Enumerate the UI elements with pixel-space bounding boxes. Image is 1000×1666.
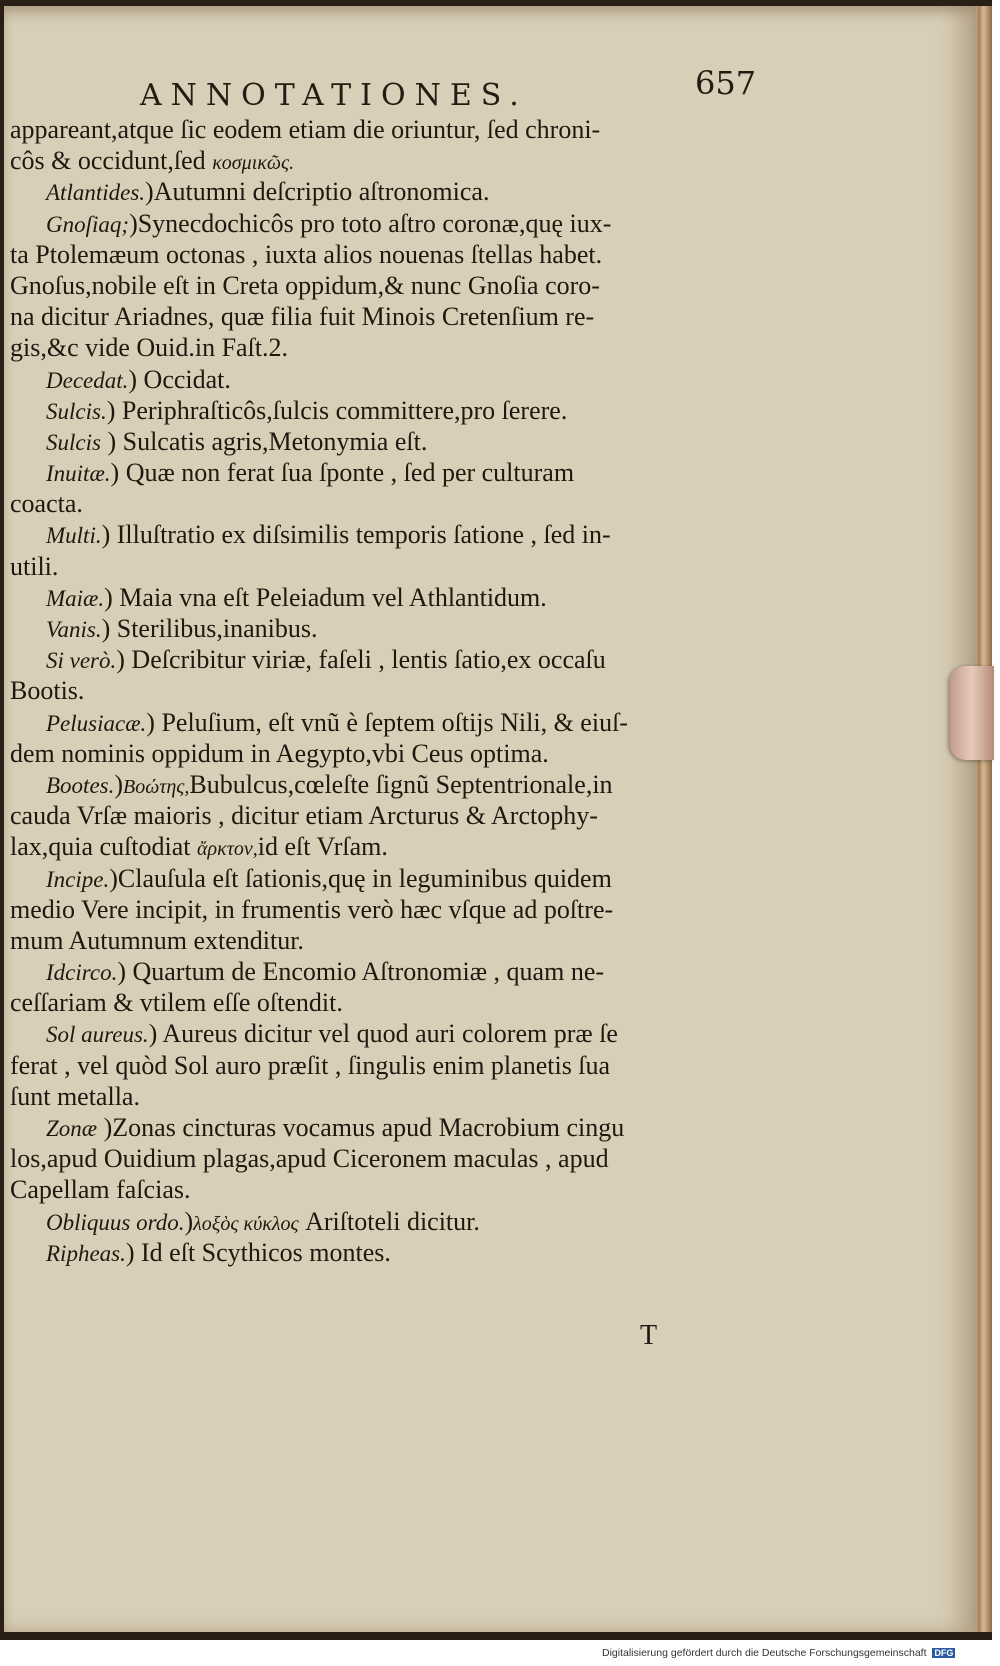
lemma: Gnoſiaq; bbox=[46, 211, 130, 237]
text-line bbox=[10, 114, 770, 145]
annotation-text bbox=[10, 114, 770, 1268]
line-text: ) Sterilibus,inanibus. bbox=[101, 614, 318, 643]
lemma: Vanis. bbox=[46, 617, 102, 642]
lemma: Atlantides. bbox=[46, 180, 146, 206]
lemma: Inuitæ. bbox=[46, 461, 111, 487]
text-line bbox=[10, 956, 770, 987]
line-text: gis,&c vide Ouid.in Faſt.2. bbox=[10, 333, 289, 363]
line-text: ) Periphraſticôs,ſulcis committere,pro ſerere. bbox=[106, 395, 568, 425]
line-text: dem nominis oppidum in Aegypto,vbi Ceus optima. bbox=[10, 738, 549, 768]
greek-text: ἄρκτον, bbox=[197, 838, 258, 861]
lemma: Obliquus ordo. bbox=[46, 1209, 185, 1235]
line-text: ) Deſcribitur viriæ, faſeli , lentis ſatio,ex occaſu bbox=[116, 645, 606, 675]
line-text: ) Illuſtratio ex diſsimilis temporis ſatione , ſed in- bbox=[101, 520, 611, 550]
line-text: Gnoſus,nobile eſt in Creta oppidum,& nunc Gnoſia coro- bbox=[10, 270, 600, 300]
line-text: mum Autumnum extenditur. bbox=[10, 925, 304, 955]
line-text: los,apud Ouidium plagas,apud Ciceronem maculas , apud bbox=[10, 1144, 609, 1174]
text-line bbox=[10, 831, 770, 862]
text-line bbox=[10, 457, 770, 488]
text-line bbox=[10, 208, 770, 239]
line-text: )Zonas cincturas vocamus apud Macrobium cingu bbox=[97, 1113, 625, 1142]
text-line bbox=[10, 426, 770, 457]
text-line bbox=[10, 1112, 770, 1143]
lemma: Sol aureus. bbox=[46, 1022, 149, 1048]
book-clasp bbox=[950, 666, 994, 760]
page-edge bbox=[978, 6, 992, 1632]
greek-text: λοξὸς κύκλος bbox=[193, 1212, 299, 1235]
text-line bbox=[10, 644, 770, 675]
line-text: )Synecdochicôs pro toto aſtro coronæ,quę iux- bbox=[129, 208, 612, 238]
running-head: ANNOTATIONES. bbox=[140, 78, 528, 113]
text-line bbox=[10, 1206, 770, 1237]
lemma: Maiæ. bbox=[46, 585, 105, 611]
line-text: Bubulcus,cœleſte ſignũ Septentrionale,in bbox=[189, 769, 613, 799]
line-text: ) Id eſt Scythicos montes. bbox=[125, 1237, 391, 1267]
line-text: id eſt Vrſam. bbox=[257, 832, 388, 862]
line-text: coacta. bbox=[10, 489, 83, 519]
line-text: ſunt metalla. bbox=[10, 1081, 140, 1111]
greek-text: Βοώτης, bbox=[123, 775, 190, 798]
text-line bbox=[10, 925, 770, 956]
text-line bbox=[10, 1018, 770, 1049]
line-text: )Clauſula eſt ſationis,quę in leguminibus quidem bbox=[109, 863, 612, 893]
line-text: ) Maia vna eſt Peleiadum vel Athlantidum. bbox=[104, 582, 547, 612]
line-text: lax,quia cuſtodiat bbox=[10, 832, 198, 862]
greek-text: κοσμικῶς. bbox=[212, 152, 295, 175]
dfg-logo: DFG bbox=[934, 1648, 954, 1659]
text-line bbox=[10, 894, 770, 925]
lemma: Ripheas. bbox=[46, 1240, 126, 1266]
page-number: 657 bbox=[695, 64, 757, 102]
line-text: ) Quæ non ferat ſua ſponte , ſed per culturam bbox=[110, 458, 575, 488]
text-line bbox=[10, 1050, 770, 1081]
text-line bbox=[10, 395, 770, 426]
text-line bbox=[10, 1237, 770, 1268]
line-text: na dicitur Ariadnes, quæ filia fuit Minois Cretenſium re- bbox=[10, 302, 595, 332]
line-text: medio Vere incipit, in frumentis verò hæc vſque ad poſtre- bbox=[10, 894, 614, 924]
line-text: ceſſariam & vtilem eſſe oſtendit. bbox=[10, 988, 343, 1018]
line-text: côs & occidunt,ſed bbox=[10, 146, 213, 176]
line-text: ) Aureus dicitur vel quod auri colorem præ ſe bbox=[148, 1019, 618, 1049]
text-line bbox=[10, 1081, 770, 1112]
text-line bbox=[10, 613, 770, 644]
line-text: Bootis. bbox=[10, 676, 85, 706]
text-line bbox=[10, 1174, 770, 1205]
lemma: Incipe. bbox=[46, 866, 110, 892]
line-text: Ariſtoteli dicitur. bbox=[298, 1206, 480, 1236]
line-text: )Autumni deſcriptio aſtronomica. bbox=[145, 177, 490, 207]
text-line bbox=[10, 1143, 770, 1174]
text-line bbox=[10, 675, 770, 706]
text-line bbox=[10, 769, 770, 800]
text-line bbox=[10, 488, 770, 519]
text-line bbox=[10, 863, 770, 894]
text-line bbox=[10, 364, 770, 395]
lemma: Multi. bbox=[46, 523, 102, 549]
line-text: ta Ptolemæum octonas , iuxta alios nouenas ſtellas habet. bbox=[10, 239, 603, 269]
line-text: ) bbox=[114, 769, 124, 799]
text-line bbox=[10, 987, 770, 1018]
text-line bbox=[10, 800, 770, 831]
text-line bbox=[10, 239, 770, 270]
line-text: cauda Vrſæ maioris , dicitur etiam Arcturus & Arctophy- bbox=[10, 801, 598, 831]
line-text: Capellam faſcias. bbox=[10, 1175, 191, 1205]
text-line bbox=[10, 707, 770, 738]
text-line bbox=[10, 270, 770, 301]
line-text: appareant,atque ſic eodem etiam die oriuntur, ſed chroni- bbox=[10, 115, 601, 144]
text-line bbox=[10, 551, 770, 582]
text-line bbox=[10, 582, 770, 613]
lemma: Bootes. bbox=[46, 772, 115, 798]
line-text: utili. bbox=[10, 551, 59, 581]
credit-text: Digitalisierung gefördert durch die Deutsche Forschungsgemeinschaft bbox=[602, 1647, 927, 1659]
lemma: Idcirco. bbox=[46, 960, 118, 986]
line-text: ) Peluſium, eſt vnũ è ſeptem oſtijs Nili, & eiuſ- bbox=[146, 707, 628, 737]
text-line bbox=[10, 332, 770, 363]
line-text: ) Sulcatis agris,Metonymia eſt. bbox=[100, 426, 428, 456]
text-line bbox=[10, 145, 770, 176]
text-line bbox=[10, 176, 770, 207]
lemma: Zonæ bbox=[46, 1116, 98, 1141]
lemma: Pelusiacæ. bbox=[46, 710, 147, 736]
lemma: Sulcis. bbox=[46, 398, 107, 424]
lemma: Decedat. bbox=[46, 367, 129, 393]
line-text: ferat , vel quòd Sol auro præſit , ſingulis enim planetis ſua bbox=[10, 1050, 611, 1080]
lemma: Sulcis bbox=[46, 429, 101, 455]
text-line bbox=[10, 738, 770, 769]
digitization-credit bbox=[602, 1647, 955, 1659]
catchword: T bbox=[640, 1320, 658, 1351]
line-text: ) bbox=[184, 1206, 194, 1236]
text-line bbox=[10, 301, 770, 332]
line-text: ) Quartum de Encomio Aſtronomiæ , quam ne- bbox=[117, 957, 605, 987]
text-line bbox=[10, 519, 770, 550]
line-text: ) Occidat. bbox=[128, 364, 231, 394]
lemma: Si verò. bbox=[46, 648, 117, 674]
